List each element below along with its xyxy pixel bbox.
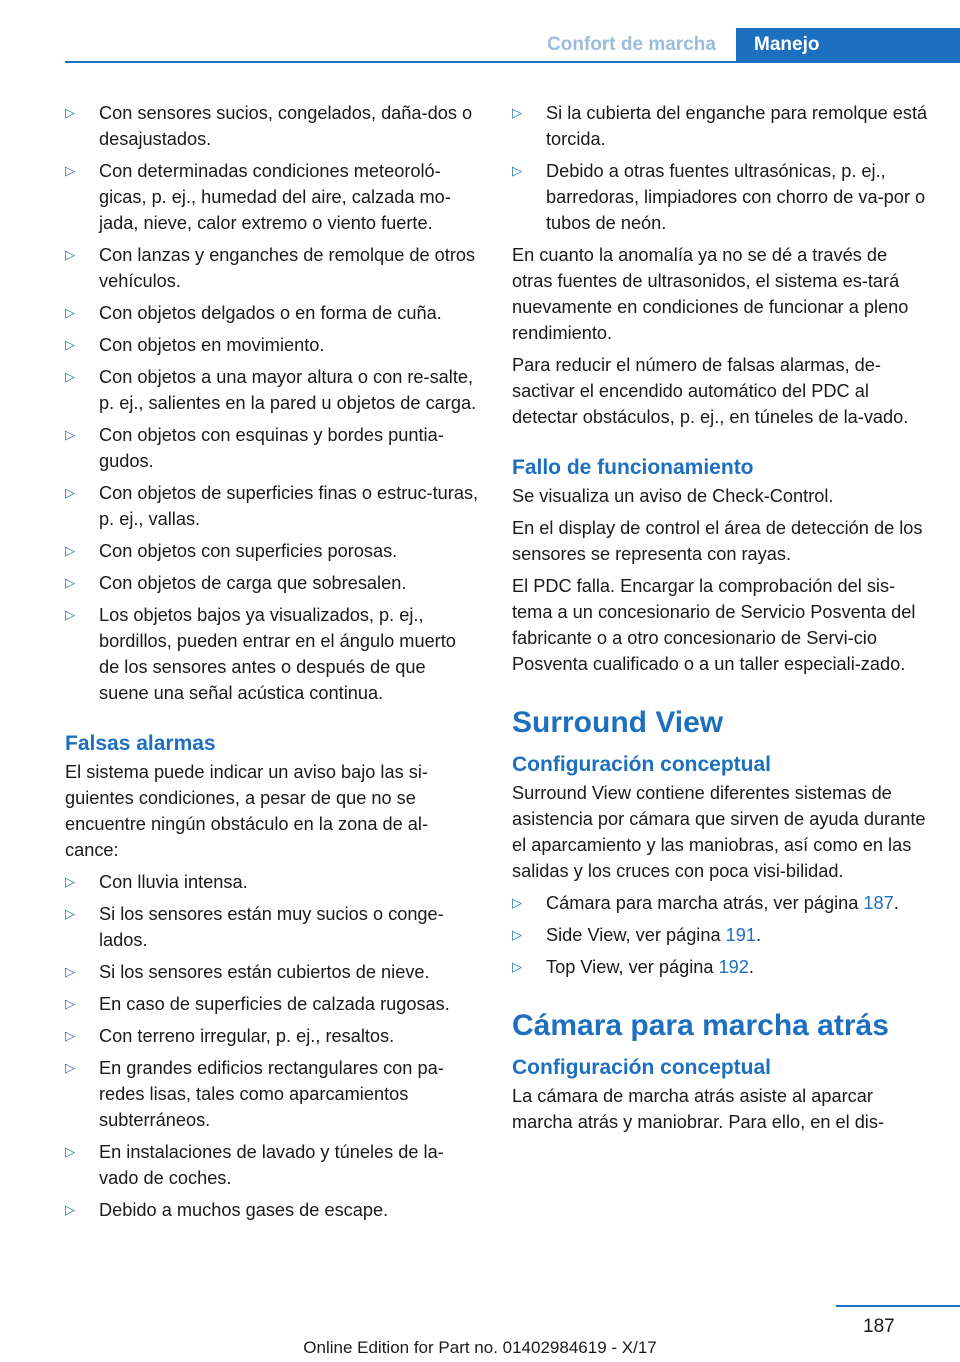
bullet-triangle-icon: ▷ <box>65 305 75 320</box>
list-item: ▷ En grandes edificios rectangulares con pa-redes lisas, tales como aparcamientos subterráneos. <box>65 1055 480 1133</box>
bullet-triangle-icon: ▷ <box>65 163 75 178</box>
right-column <box>512 100 932 1141</box>
bullet-triangle-icon: ▷ <box>65 1202 75 1217</box>
bullet-triangle-icon: ▷ <box>65 964 75 979</box>
paragraph: La cámara de marcha atrás asiste al aparcar marcha atrás y maniobrar. Para ello, en el dis- <box>512 1086 884 1132</box>
left-column <box>65 100 480 1229</box>
footer-rule <box>836 1305 960 1307</box>
list-item: ▷ Con sensores sucios, congelados, daña-dos o desajustados. <box>65 100 480 152</box>
falsas-alarmas-intro: El sistema puede indicar un aviso bajo las si-guientes condiciones, a pesar de que no se encuentre ningún obstáculo en la zona de al-cance: <box>65 762 429 860</box>
bullet-triangle-icon: ▷ <box>512 959 522 974</box>
bullet-triangle-icon: ▷ <box>65 607 75 622</box>
concept-heading: Configuración conceptual <box>512 753 772 776</box>
list-item: ▷ Con objetos con esquinas y bordes puntia-gudos. <box>65 422 480 474</box>
list-item: ▷ Con objetos delgados o en forma de cuña. <box>65 300 480 326</box>
list-item: ▷ En instalaciones de lavado y túneles de la-vado de coches. <box>65 1139 480 1191</box>
bullet-triangle-icon: ▷ <box>65 369 75 384</box>
bullet-triangle-icon: ▷ <box>65 485 75 500</box>
paragraph: Surround View contiene diferentes sistemas de asistencia por cámara que sirven de ayuda durante el aparcamiento y las maniobras, así como en las salidas y los cruces con poca visi-bilidad. <box>512 783 926 881</box>
bullet-triangle-icon: ▷ <box>65 575 75 590</box>
list-item: ▷ Side View, ver página 191. <box>512 922 932 948</box>
camera-link-list <box>512 890 932 980</box>
section-tab: Confort de marcha <box>547 33 716 55</box>
header-tabs <box>527 28 960 61</box>
list-item: ▷ Debido a otras fuentes ultrasónicas, p. ej., barredoras, limpiadores con chorro de va-por o tubos de neón. <box>512 158 932 236</box>
bullet-triangle-icon: ▷ <box>65 1028 75 1043</box>
page-number: 187 <box>863 1316 895 1337</box>
paragraph: Para reducir el número de falsas alarmas, de-sactivar el encendido automático del PDC al detectar obstáculos, p. ej., en túneles de la-vado. <box>512 355 909 427</box>
list-item: ▷ Con objetos a una mayor altura o con re-salte, p. ej., salientes en la pared u objetos de carga. <box>65 364 480 416</box>
list-item: ▷ Con lluvia intensa. <box>65 869 480 895</box>
list-item: ▷ Si la cubierta del enganche para remolque está torcida. <box>512 100 932 152</box>
falsas-alarmas-heading: Falsas alarmas <box>65 732 216 755</box>
bullet-triangle-icon: ▷ <box>65 247 75 262</box>
list-item: ▷ En caso de superficies de calzada rugosas. <box>65 991 480 1017</box>
false-alarm-list <box>65 869 480 1223</box>
list-item: ▷ Top View, ver página 192. <box>512 954 932 980</box>
header-rule <box>65 61 960 63</box>
surround-view-heading: Surround View <box>512 706 724 739</box>
page-link[interactable]: 191 <box>725 925 756 945</box>
page-link[interactable]: 187 <box>863 893 894 913</box>
chapter-tab: Manejo <box>736 28 960 61</box>
paragraph: En el display de control el área de detección de los sensores se representa con rayas. <box>512 518 923 564</box>
bullet-triangle-icon: ▷ <box>512 163 522 178</box>
bullet-triangle-icon: ▷ <box>65 996 75 1011</box>
list-item: ▷ Con lanzas y enganches de remolque de otros vehículos. <box>65 242 480 294</box>
bullet-triangle-icon: ▷ <box>512 895 522 910</box>
concept-heading: Configuración conceptual <box>512 1056 772 1079</box>
list-item: ▷ Cámara para marcha atrás, ver página 187. <box>512 890 932 916</box>
paragraph: En cuanto la anomalía ya no se dé a través de otras fuentes de ultrasonidos, el sistema es-tará nuevamente en condiciones de funcionar a pleno rendimiento. <box>512 245 909 343</box>
list-item: ▷ Los objetos bajos ya visualizados, p. ej., bordillos, pueden entrar en el ángulo muerto de los sensores antes o después de que suene una señal acústica continua. <box>65 602 480 706</box>
bullet-triangle-icon: ▷ <box>65 543 75 558</box>
bullet-triangle-icon: ▷ <box>65 427 75 442</box>
list-item: ▷ Con objetos de superficies finas o estruc-turas, p. ej., vallas. <box>65 480 480 532</box>
bullet-triangle-icon: ▷ <box>65 1060 75 1075</box>
footer-edition: Online Edition for Part no. 01402984619 - X/17 <box>303 1338 657 1357</box>
list-item: ▷ Debido a muchos gases de escape. <box>65 1197 480 1223</box>
bullet-triangle-icon: ▷ <box>65 874 75 889</box>
bullet-triangle-icon: ▷ <box>512 927 522 942</box>
fallo-heading: Fallo de funcionamiento <box>512 456 754 479</box>
bullet-triangle-icon: ▷ <box>65 337 75 352</box>
conditions-list <box>65 100 480 706</box>
list-item: ▷ Con terreno irregular, p. ej., resaltos. <box>65 1023 480 1049</box>
bullet-triangle-icon: ▷ <box>65 1144 75 1159</box>
paragraph: Se visualiza un aviso de Check-Control. <box>512 486 834 506</box>
bullet-triangle-icon: ▷ <box>65 105 75 120</box>
camera-heading: Cámara para marcha atrás <box>512 1009 889 1042</box>
list-item: ▷ Con objetos en movimiento. <box>65 332 480 358</box>
list-item: ▷ Con objetos de carga que sobresalen. <box>65 570 480 596</box>
bullet-triangle-icon: ▷ <box>512 105 522 120</box>
list-item: ▷ Con determinadas condiciones meteoroló-gicas, p. ej., humedad del aire, calzada mo-jada, nieve, calor extremo o viento fuerte. <box>65 158 480 236</box>
list-item: ▷ Si los sensores están muy sucios o conge-lados. <box>65 901 480 953</box>
list-item: ▷ Si los sensores están cubiertos de nieve. <box>65 959 480 985</box>
list-item: ▷ Con objetos con superficies porosas. <box>65 538 480 564</box>
paragraph: El PDC falla. Encargar la comprobación del sis-tema a un concesionario de Servicio Posventa del fabricante o a otro concesionario de Servi-cio Posventa cualificado o a un taller especiali-zado. <box>512 576 916 674</box>
page-link[interactable]: 192 <box>718 957 749 977</box>
bullet-triangle-icon: ▷ <box>65 906 75 921</box>
conditions-list-continued <box>512 100 932 236</box>
